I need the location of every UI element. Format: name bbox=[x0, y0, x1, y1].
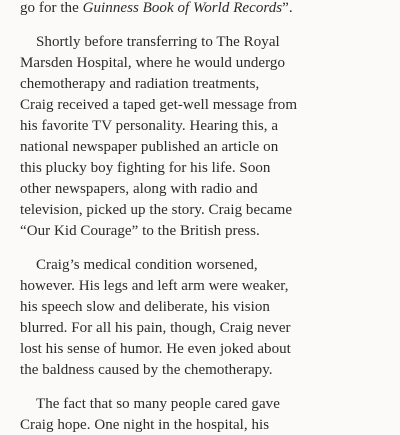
paragraph-3-line-1: The fact that so many people cared gave bbox=[36, 396, 280, 412]
paragraph-2-line-2: however. His legs and left arm were weaker, bbox=[20, 278, 289, 294]
paragraph-1-line-10: “Our Kid Courage” to the British press. bbox=[20, 223, 260, 239]
paragraph-1-line-2: Marsden Hospital, where he would undergo bbox=[20, 55, 285, 71]
paragraph-2-line-4: blurred. For all his pain, though, Craig never bbox=[20, 320, 291, 336]
paragraph-3-line-2: Craig hope. One night in the hospital, his bbox=[20, 417, 270, 433]
paragraph-2-line-5: lost his sense of humor. He even joked about bbox=[20, 341, 291, 357]
paragraph-2-line-6: the baldness caused by the chemotherapy. bbox=[20, 362, 273, 378]
paragraph-1-line-1: Shortly before transferring to The Royal bbox=[36, 34, 280, 50]
first-line-suffix: ”. bbox=[282, 0, 293, 16]
paragraph-1-line-8: other newspapers, along with radio and bbox=[20, 181, 258, 197]
paragraph-2-line-1: Craig’s medical condition worsened, bbox=[36, 257, 258, 273]
paragraph-1-line-7: this plucky boy fighting for his life. Soon bbox=[20, 160, 271, 176]
paragraph-2-line-3: his speech slow and deliberate, his vision bbox=[20, 299, 270, 315]
paragraph-1-line-6: national newspaper published an article on bbox=[20, 139, 279, 155]
book-title: Guinness Book of World Records bbox=[82, 0, 283, 16]
paragraph-1-line-5: his favorite TV personality. Hearing this, a bbox=[20, 118, 279, 134]
first-line-prefix: go for the bbox=[20, 0, 83, 16]
first-line bbox=[20, 0, 376, 18]
paragraph-1-line-3: chemotherapy and radiation treatments, bbox=[20, 76, 260, 92]
paragraph-1-line-4: Craig received a taped get-well message from bbox=[20, 97, 298, 113]
paragraph-1-line-9: television, picked up the story. Craig became bbox=[20, 202, 293, 218]
